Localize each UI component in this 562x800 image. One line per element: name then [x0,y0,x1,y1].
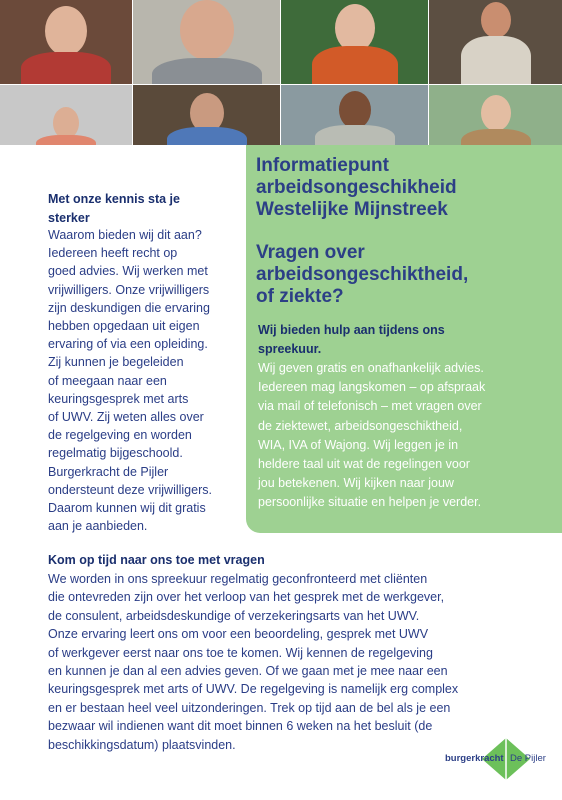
left-body: Waarom bieden wij dit aan? Iedereen heeft recht op goed advies. Wij werken met vrijwilligers. Onze vrijwilligers zijn deskundigen die ervaring hebben opgedaan uit eigen ervaring of via een opleiding. Zij kunnen je begeleiden of meegaan naar een keuringsgesprek met arts of UWV. Zij weten alles over de regelgeving en worden regelmatig bijgeschoold. Burgerkracht de Pijler ondersteunt deze vrijwilligers. Daarom kunnen wij dit gratis aan je aanbieden. [48,228,212,534]
photo-woman-grey-shirt [281,85,428,145]
photo-woman-blonde [429,85,562,145]
photo-woman-red-top [0,0,132,84]
bottom-heading: Kom op tijd naar ons toe met vragen [48,553,265,567]
photo-older-man-smiling [133,0,280,84]
panel-body: Wij geven gratis en onafhankelijk advies. Iedereen mag langskomen – op afspraak via mail of telefonisch – met vragen over de ziektewet, arbeidsongeschiktheid, WIA, IVA of Wajong. Wij leggen je in heldere taal uit wat de regelingen voor jou betekenen. Wij kijken naar jouw persoonlijke situatie en helpen je verder. [258,361,486,510]
logo-text-burgerkracht: burgerkracht [445,753,504,764]
left-heading: Met onze kennis sta je sterker [48,192,180,225]
bottom-body: We worden in ons spreekuur regelmatig geconfronteerd met cliënten die ontevreden zijn over het verloop van het gesprek met de werkgever, de consulent, arbeidsdeskundige of verzekeringsarts van het UWV. Onze ervaring leert ons om voor een beoordeling, gesprek met UWV of werkgever eerst naar ons toe te komen. Wij kennen de regelgeving en kunnen je dan al een advies geven. Of we gaan met je mee naar een keuringsgesprek met arts of UWV. De regelgeving is namelijk erg complex en er bestaan heel veel uitzonderingen. Trek op tijd aan de bel als je een bezwaar wil indienen want dit moet binnen 6 weken na het besluit (de beschikkingsdatum) plaatsvinden. [48,572,459,752]
photo-older-man-beanie [133,85,280,145]
photo-woman-laptop [429,0,562,84]
logo-text-de-pijler: De Pijler [510,753,546,764]
photo-woman-dark-hair [0,85,132,145]
panel-subheading: Wij bieden hulp aan tijdens ons spreekuur. [258,323,445,356]
panel-question: Vragen over arbeidsongeschiktheid, of ziekte? [256,242,469,307]
photo-man-orange-jacket [281,0,428,84]
panel-title: Informatiepunt arbeidsongeschikheid Westelijke Mijnstreek [256,155,457,220]
photo-collage [0,0,562,145]
